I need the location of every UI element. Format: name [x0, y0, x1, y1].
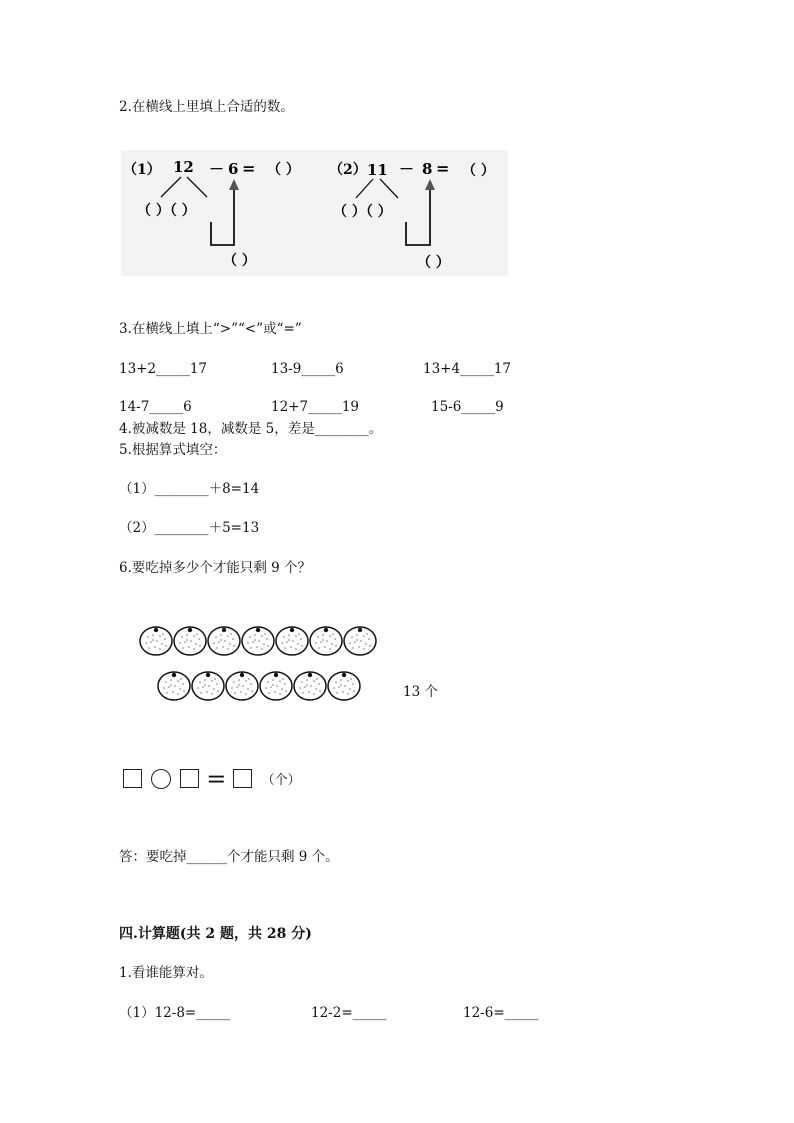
p2-answer-blank: （ ）	[462, 163, 495, 179]
fruit-top-2	[208, 627, 240, 655]
q2-diagram	[121, 150, 508, 276]
q6-answer: 答：要吃掉______个才能只剩 9 个。	[119, 849, 339, 865]
p1-bracket	[211, 185, 234, 245]
q5-title: 5.根据算式填空：	[119, 442, 227, 458]
fruit-bottom-2	[226, 672, 258, 700]
p2-equals: =	[436, 159, 450, 178]
p1-arrowhead	[229, 179, 239, 190]
operator-circle[interactable]	[151, 769, 171, 789]
equals-sign: =	[206, 764, 227, 793]
q3-item: 13+4_____17	[423, 361, 512, 377]
fruit-bottom-5	[328, 672, 360, 700]
section4-q1-title: 1.看谁能算对。	[119, 965, 213, 981]
p2-split-blanks: （ ）（ ）	[333, 204, 392, 220]
p1-answer-blank: （ ）	[267, 162, 300, 178]
p1-equals: =	[242, 159, 256, 178]
p1-minus-sign: －	[209, 160, 225, 178]
q3-item: 13-9_____6	[271, 361, 344, 377]
section4-heading: 四.计算题(共 2 题，共 28 分)	[119, 926, 312, 942]
fruit-top-6	[344, 627, 376, 655]
p2-result-blank: （ ）	[417, 255, 450, 271]
blank-box-1[interactable]	[123, 769, 142, 788]
fruit-count-label: 13 个	[403, 684, 438, 700]
fruit-bottom-3	[260, 672, 292, 700]
fruit-svg	[134, 620, 394, 710]
p2-bracket	[406, 186, 430, 245]
q5-item-1: （1）________＋8=14	[119, 481, 260, 497]
q5-item-2: （2）________＋5=13	[119, 520, 260, 536]
blank-box-3[interactable]	[233, 769, 252, 788]
q3-item: 15-6_____9	[431, 399, 504, 415]
fruit-bottom-4	[294, 672, 326, 700]
p2-split-line-right	[380, 179, 398, 198]
fruit-bottom-1	[192, 672, 224, 700]
fruit-top-1	[174, 627, 206, 655]
q6-title: 6.要吃掉多少个才能只剩 9 个？	[119, 560, 312, 576]
unit-label: （个）	[261, 773, 301, 788]
q2-title: 2.在横线上里填上合适的数。	[119, 99, 294, 115]
q3-title: 3.在横线上填上“>”“<”或“=”	[119, 321, 302, 337]
p1-subtrahend: 6	[228, 160, 239, 178]
calc-item: 12-6=_____	[463, 1005, 539, 1021]
fruit-top-5	[310, 627, 342, 655]
p2-minus-sign: －	[399, 160, 415, 178]
fruit-top-4	[276, 627, 308, 655]
q3-item: 14-7_____6	[119, 399, 192, 415]
blank-box-2[interactable]	[180, 769, 199, 788]
equation-template	[123, 764, 301, 793]
p1-result-blank: （ ）	[223, 253, 256, 269]
q3-item: 12+7_____19	[271, 399, 360, 415]
p1-split-line-left	[161, 177, 181, 197]
fruit-bottom-0	[158, 672, 190, 700]
calc-item: 12-2=_____	[311, 1005, 387, 1021]
p1-minuend: 12	[173, 158, 194, 176]
p2-subtrahend: 8	[422, 160, 433, 178]
fruit-illustration	[134, 620, 394, 710]
q4-text: 4.被减数是 18，减数是 5，差是________。	[119, 421, 383, 437]
fruit-top-0	[140, 627, 172, 655]
q2-diagram-svg	[121, 150, 508, 276]
p2-label: （2）	[329, 162, 367, 178]
p1-split-blanks: （ ）（ ）	[137, 203, 196, 219]
p1-split-line-right	[187, 177, 207, 197]
q3-item: 13+2_____17	[119, 361, 208, 377]
p2-split-line-left	[356, 179, 373, 198]
calc-item: （1）12-8=_____	[119, 1005, 230, 1021]
p1-label: （1）	[123, 162, 161, 178]
p2-minuend: 11	[367, 161, 388, 179]
fruit-top-3	[242, 627, 274, 655]
p2-arrowhead	[425, 179, 435, 190]
